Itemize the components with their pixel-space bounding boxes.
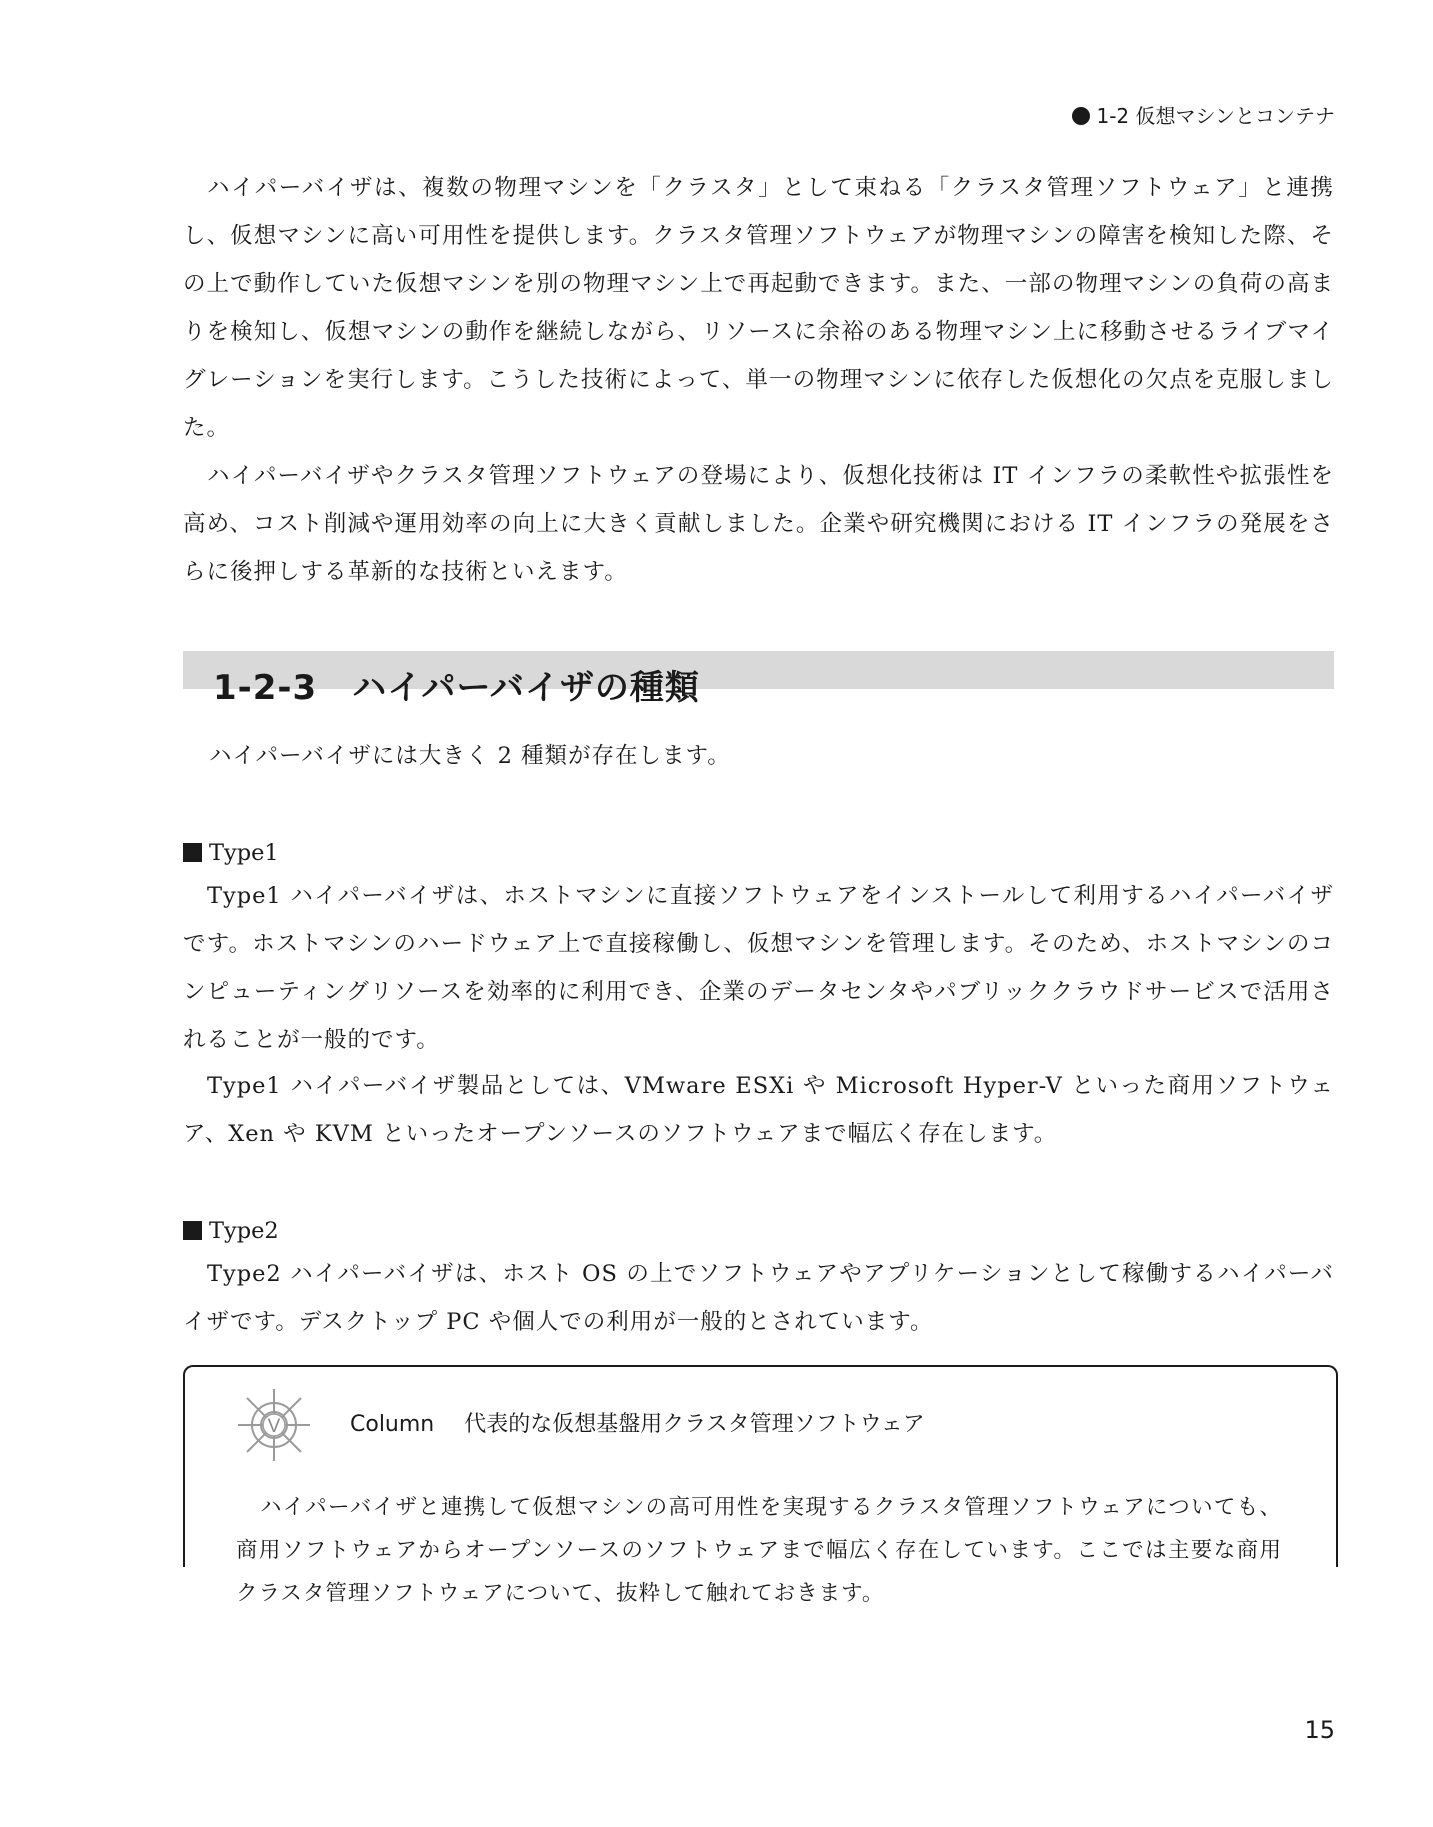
running-header-title: 1-2 仮想マシンとコンテナ [1096, 104, 1335, 128]
column-label: Column [350, 1412, 435, 1437]
subheading-type2 [183, 1216, 279, 1246]
section-heading: 1-2-3 ハイパーバイザの種類 [213, 668, 700, 708]
subheading-label: Type2 [209, 1218, 279, 1244]
bullet-icon [1072, 107, 1090, 125]
square-bullet-icon [183, 843, 202, 862]
column-paragraph: ハイパーバイザと連携して仮想マシンの高可用性を実現するクラスタ管理ソフトウェアについても、商用ソフトウェアからオープンソースのソフトウェアまで幅広く存在しています。ここでは主要な商用クラスタ管理ソフトウェアについて、抜粋して触れておきます。 [236, 1495, 1282, 1606]
body-paragraph: ハイパーバイザやクラスタ管理ソフトウェアの登場により、仮想化技術は IT インフラの柔軟性や拡張性を高め、コスト削減や運用効率の向上に大きく貢献しました。企業や研究機関における IT インフラの発展をさらに後押しする革新的な技術といえます。 [183, 463, 1334, 585]
square-bullet-icon [183, 1221, 202, 1240]
body-paragraph: Type1 ハイパーバイザは、ホストマシンに直接ソフトウェアをインストールして利用するハイパーバイザです。ホストマシンのハードウェア上で直接稼働し、仮想マシンを管理します。そのため、ホストマシンのコンピューティングリソースを効率的に利用でき、企業のデータセンタやパブリッククラウドサービスで活用されることが一般的です。 [183, 883, 1334, 1053]
page-number: 15 [1304, 1716, 1335, 1744]
subheading-type1 [183, 838, 279, 868]
subheading-label: Type1 [209, 840, 279, 866]
section-intro: ハイパーバイザには大きく 2 種類が存在します。 [209, 743, 731, 769]
column-heading [350, 1410, 925, 1440]
column-title: 代表的な仮想基盤用クラスタ管理ソフトウェア [464, 1412, 925, 1437]
body-paragraph: ハイパーバイザは、複数の物理マシンを「クラスタ」として束ねる「クラスタ管理ソフトウェア」と連携し、仮想マシンに高い可用性を提供します。クラスタ管理ソフトウェアが物理マシンの障害を検知した際、その上で動作していた仮想マシンを別の物理マシン上で再起動できます。また、一部の物理マシンの負荷の高まりを検知し、仮想マシンの動作を継続しながら、リソースに余裕のある物理マシン上に移動させるライブマイグレーションを実行します。こうした技術によって、単一の物理マシンに依存した仮想化の欠点を克服しました。 [183, 175, 1334, 441]
body-paragraph: Type2 ハイパーバイザは、ホスト OS の上でソフトウェアやアプリケーションとして稼働するハイパーバイザです。デスクトップ PC や個人での利用が一般的とされています。 [183, 1261, 1334, 1335]
running-header [1072, 104, 1335, 128]
icon-letter: V [267, 1416, 281, 1437]
body-paragraph: Type1 ハイパーバイザ製品としては、VMware ESXi や Microsoft Hyper-V といった商用ソフトウェア、Xen や KVM といったオープンソースのソフトウェアまで幅広く存在します。 [183, 1073, 1334, 1147]
compass-v-icon [236, 1387, 312, 1463]
